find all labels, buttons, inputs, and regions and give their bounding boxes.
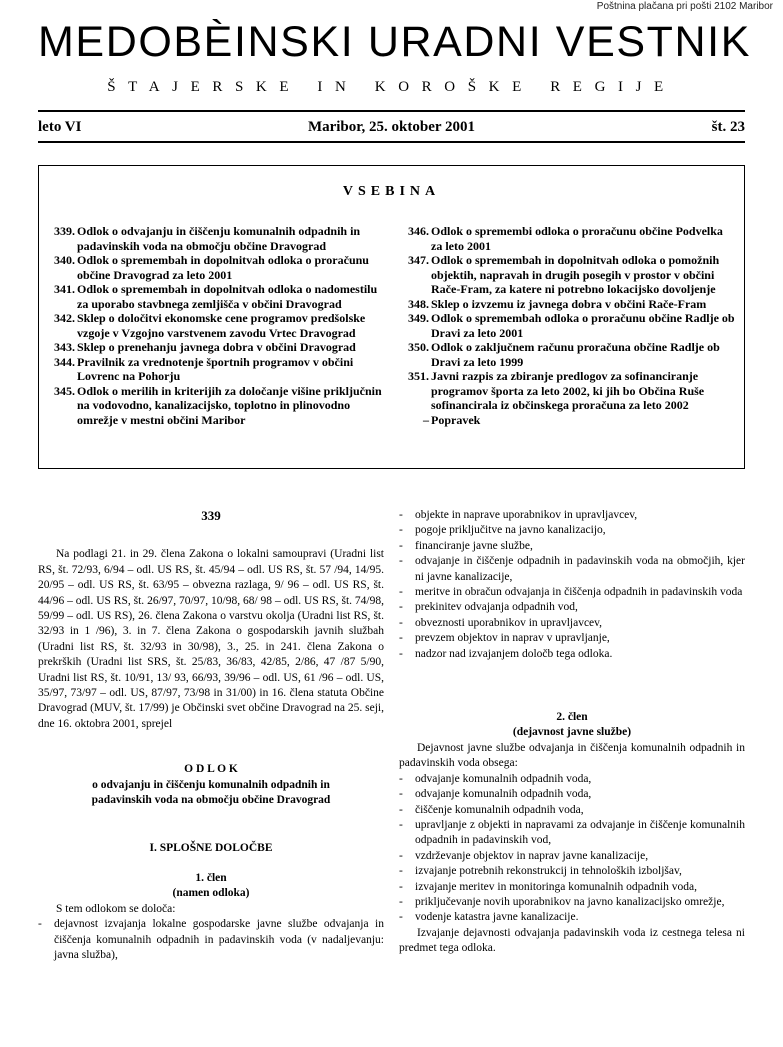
contents-entry-number: – [423, 412, 429, 427]
contents-entry-title: Odlok o spremembah in dopolnitvah odloka o pomožnih objektih, napravah in drugih posegih v prostor v občini Rače-Fram, za katere ni potrebno lokacijsko dovoljenje [431, 253, 720, 296]
contents-entry-title: Pravilnik za vrednotenje športnih programov v občini Lovrenc na Pohorju [77, 354, 354, 383]
article-number: 339 [201, 508, 221, 523]
header-rule-top [38, 110, 745, 112]
clen2-list [399, 772, 745, 926]
contents-left-column [45, 224, 389, 427]
clen2-list-item-text: vodenje katastra javne kanalizacije. [415, 911, 579, 924]
clen2-list-item: - odvajanje komunalnih odpadnih voda, [399, 788, 592, 801]
contents-entry [45, 311, 389, 340]
contents-entry-title: Odlok o zaključnem računu proračuna občine Radlje ob Dravi za leto 1999 [431, 340, 720, 369]
odlok-title: O D L O K [184, 763, 238, 776]
clen2-list-item: - priključevanje novih uporabnikov na javno kanalizacijsko omrežje, [399, 895, 725, 908]
right-column [399, 508, 745, 957]
contents-entry-number: 351. [408, 369, 429, 383]
clen2-list-item-text: izvajanje meritev in monitoringa komunalnih odpadnih voda, [415, 880, 698, 893]
contents-entry-number: 345. [54, 383, 75, 398]
clen1-subtitle: (namen odloka) [172, 887, 250, 900]
clen2-list-item: - izvajanje potrebnih rekonstrukcij in tehnoloških izboljšav, [399, 865, 682, 878]
contents-entry-title: Sklep o prenehanju javnega dobra v občini Dravograd [77, 340, 356, 354]
clen1-list-item-text: pogoje priključitve na javno kanalizacijo, [415, 524, 606, 537]
clen1-list-item-text: nadzor nad izvajanjem določb tega odloka. [415, 647, 613, 660]
clen1-list-item: - odvajanje in čiščenje odpadnih in padavinskih voda na območjih, kjer ni javne kanalizacije, [399, 555, 745, 583]
clen1-list-item-text: meritve in obračun odvajanja in čiščenja odpadnih in padavinskih voda [415, 586, 743, 599]
clen1-list-item: - financiranje javne službe, [399, 539, 533, 552]
header-rule-bottom [38, 141, 745, 143]
contents-entry-title: Sklep o izvzemu iz javnega dobra v občini Rače-Fram [431, 296, 707, 311]
clen2-list-item: - odvajanje komunalnih odpadnih voda, [399, 772, 592, 785]
contents-entry-title: Popravek [431, 412, 481, 427]
contents-title: VSEBINA [342, 184, 441, 199]
section-heading: I. SPLOŠNE DOLOČBE [149, 841, 273, 854]
contents-right-column [399, 224, 737, 427]
clen2-list-item: - upravljanje z objekti in napravami za odvajanje in čiščenje komunalnih odpadnih in padavinskih vod, [399, 818, 745, 847]
clen1-list-item-text: prekinitev odvajanja odpadnih vod, [415, 601, 578, 614]
clen1-list-item: - pogoje priključitve na javno kanalizacijo, [399, 524, 606, 537]
clen1-title: 1. člen [195, 871, 227, 884]
clen2-list-item-text: odvajanje komunalnih odpadnih voda, [415, 772, 592, 785]
clen1-list-item-text: prevzem objektov in naprav v upravljanje, [415, 632, 610, 645]
contents-entry-number: 350. [408, 340, 429, 354]
contents-entry-number: 346. [408, 224, 429, 238]
preamble-text: Na podlagi 21. in 29. člena Zakona o lokalni samoupravi (Uradni list RS, št. 72/93, 6/94 – odl. US RS, št. 45/94 – odl. US RS, št. 57 /94, 14/95. 20/95 – odl. US RS, št. 63/95 – obvezna razlaga, 9/ 96 – odl. US RS, št. 44/96 – odl. US RS, št. 26/97, 70/97, 10/98, 68/ 98 – odl. US RS, št. 74/98, 59/99 – odl. US RS), 26. člena Zakona o varstvu okolja (Uradni list RS, št. 32/93 in 1 /96), 3. in 7. člena Zakona o gospodarskih javnih službah (Uradni list RS, št. 32/93 in 30/98), 3., 25. in 241. člena Zakona o prekrških (Uradni list SRS, št. 25/83, 36/83, 42/85, 2/86, 47 /87 5/90, Uradni list RS, št. 10/91, 13/ 93, 66/93, 39/96 – odl. US, 61 /96 – odl. US, 35/97, 73/97 – odl. US, 87/97, 73/98 in 31/00) in 16. člena statuta Občine Dravograd (MUV, št. 17/99) je Občinski svet občine Dravograd na 25. seji, dne 16. oktobra 2001, sprejel [38, 548, 384, 730]
contents-entry [399, 340, 737, 369]
contents-entry-title: Odlok o odvajanju in čiščenju komunalnih odpadnih in padavinskih voda na območju občine Dravograd [77, 224, 361, 253]
clen2-list-item-text: odvajanje komunalnih odpadnih voda, [415, 788, 592, 801]
contents-entry [45, 224, 389, 253]
odlok-subtitle: o odvajanju in čiščenju komunalnih odpadnih in padavinskih voda na območju občine Dravograd [91, 778, 331, 807]
contents-entry [45, 355, 389, 384]
clen2-subtitle: (dejavnost javne službe) [512, 726, 632, 739]
clen2-list-item-text: priključevanje novih uporabnikov na javno kanalizacijsko omrežje, [415, 895, 725, 908]
contents-entry [399, 311, 737, 340]
contents-box [38, 165, 745, 469]
clen1-list-item: - obveznosti uporabnikov in upravljavcev, [399, 616, 603, 629]
contents-entry-number: 341. [54, 282, 75, 296]
contents-entry-number: 342. [54, 311, 75, 325]
clen2-list-item-text: izvajanje potrebnih rekonstrukcij in tehnoloških izboljšav, [415, 865, 682, 878]
clen1-list-item: - nadzor nad izvajanjem določb tega odloka. [399, 647, 613, 660]
contents-entry [399, 297, 737, 312]
contents-entry-number: 339. [54, 224, 75, 238]
contents-entry [45, 253, 389, 282]
clen2-list-item-text: upravljanje z objekti in napravami za odvajanje in čiščenje komunalnih odpadnih in padavinskih vod, [415, 818, 745, 847]
clen1-list-item-text: obveznosti uporabnikov in upravljavcev, [415, 616, 603, 629]
contents-entry [399, 224, 737, 253]
contents-entry [399, 369, 737, 413]
contents-entry-number: 348. [408, 296, 429, 311]
contents-entry [399, 413, 737, 428]
issue-number: št. 23 [711, 119, 745, 135]
contents-entry [45, 340, 389, 355]
contents-entry-title: Odlok o spremembah in dopolnitvah odloka o nadomestilu za uporabo stavbnega zemljišča v občini Dravograd [77, 282, 378, 311]
contents-entry-number: 343. [54, 340, 75, 354]
clen1-list-item-text: odvajanje in čiščenje odpadnih in padavinskih voda na območjih, kjer ni javne kanalizacije, [415, 555, 745, 583]
clen1-list-item: - prekinitev odvajanja odpadnih vod, [399, 601, 578, 614]
clen1-intro: S tem odlokom se določa: [56, 902, 176, 915]
clen1-list [399, 508, 745, 662]
issue-place-date: Maribor, 25. oktober 2001 [307, 119, 476, 135]
clen2-list-item: - čiščenje komunalnih odpadnih voda, [399, 803, 584, 816]
contents-entry-title: Sklep o določitvi ekonomske cene programov predšolske vzgoje v Vzgojno varstvenem zavodu Vrtec Dravograd [77, 311, 366, 340]
clen2-title: 2. člen [556, 711, 588, 724]
clen2-list-item-text: vzdrževanje objektov in naprav javne kanalizacije, [415, 849, 649, 862]
contents-entry-title: Odlok o spremembi odloka o proračunu občine Podvelka za leto 2001 [431, 224, 723, 253]
clen2-list-item-text: čiščenje komunalnih odpadnih voda, [415, 803, 584, 816]
contents-entry [45, 384, 389, 428]
clen1-list-item: - prevzem objektov in naprav v upravljanje, [399, 632, 610, 645]
clen1-first-item: - dejavnost izvajanja lokalne gospodarske javne službe odvajanja in čiščenja komunalnih odpadnih in padavinskih voda (v nadaljevanju: javna služba), [38, 918, 384, 961]
contents-entry-number: 344. [54, 354, 75, 369]
contents-entry-title: Odlok o spremembah odloka o proračunu občine Radlje ob Dravi za leto 2001 [431, 311, 735, 340]
clen1-list-item: - objekte in naprave uporabnikov in upravljavcev, [399, 509, 638, 521]
clen2-intro: Dejavnost javne službe odvajanja in čiščenja komunalnih odpadnih in padavinskih voda obsega: [399, 741, 745, 770]
clen2-list-item: - vodenje katastra javne kanalizacije. [399, 911, 579, 924]
masthead-title: MEDOBÈINSKI URADNI VESTNIK [38, 18, 751, 66]
masthead-subtitle: ŠTAJERSKE IN KOROŠKE REGIJE [107, 79, 676, 95]
contents-entry [399, 253, 737, 297]
contents-entry-title: Odlok o merilih in kriterijih za določanje višine priključnin na vodovodno, kanalizacijsko, toplotno in plinovodno omrežje v mestni občini Maribor [77, 383, 382, 427]
contents-entry-title: Javni razpis za zbiranje predlogov za sofinanciranje programov športa za leto 2002, ki jih bo Občina Ruše sofinancirala iz občinskega proračuna za leto 2002 [431, 369, 705, 412]
postage-note: Poštnina plačana pri pošti 2102 Maribor [596, 1, 773, 12]
clen2-list-item: - izvajanje meritev in monitoringa komunalnih odpadnih voda, [399, 880, 698, 893]
left-column [38, 508, 384, 963]
contents-entry-number: 340. [54, 253, 75, 267]
contents-entry [45, 282, 389, 311]
clen2-outro: Izvajanje dejavnosti odvajanja padavinskih voda iz cestnega telesa ni predmet tega odloka. [399, 926, 745, 955]
clen1-list-item: - meritve in obračun odvajanja in čiščenja odpadnih in padavinskih voda [399, 586, 743, 599]
clen2-list-item: - vzdrževanje objektov in naprav javne kanalizacije, [399, 849, 649, 862]
contents-entry-number: 349. [408, 311, 429, 325]
issue-year: leto VI [38, 119, 82, 135]
clen1-list-item-text: objekte in naprave uporabnikov in upravljavcev, [415, 509, 638, 521]
clen1-first-item-text: dejavnost izvajanja lokalne gospodarske javne službe odvajanja in čiščenja komunalnih odpadnih in padavinskih voda (v nadaljevanju: javna služba), [54, 918, 384, 961]
clen1-list-item-text: financiranje javne službe, [415, 539, 533, 552]
contents-entry-number: 347. [408, 253, 429, 267]
contents-entry-title: Odlok o spremembah in dopolnitvah odloka o proračunu občine Dravograd za leto 2001 [77, 253, 369, 282]
